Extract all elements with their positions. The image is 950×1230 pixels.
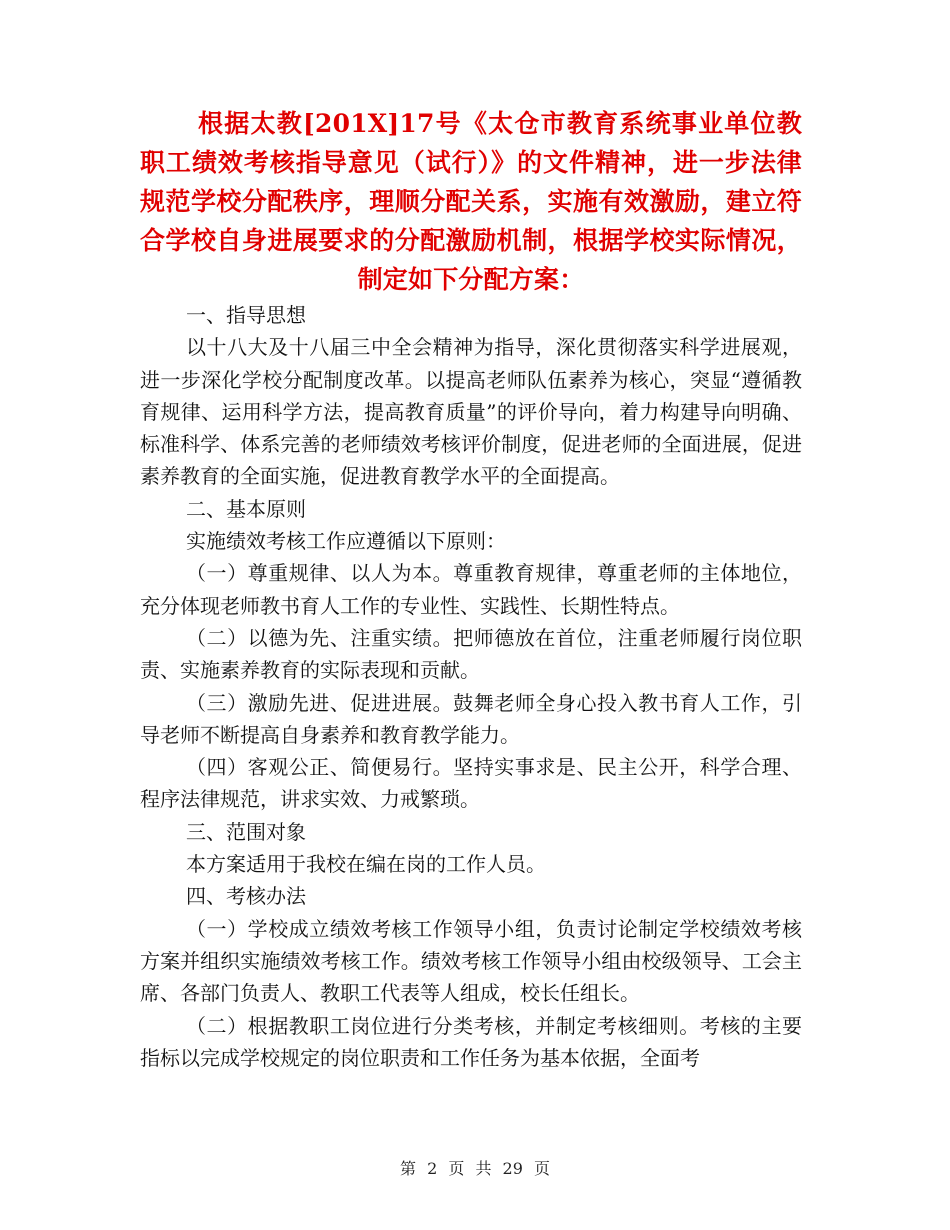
paragraph: （一）学校成立绩效考核工作领导小组，负责讨论制定学校绩效考核方案并组织实施绩效考核工作。绩效考核工作领导小组由校级领导、工会主席、各部门负责人、教职工代表等人组成，校长任组长。 <box>140 916 802 1006</box>
page-footer: 第 2 页 共 29 页 <box>400 1159 550 1178</box>
paragraph: （一）尊重规律、以人为本。尊重教育规律，尊重老师的主体地位，充分体现老师教书育人工作的专业性、实践性、长期性特点。 <box>140 561 802 618</box>
paragraph: （三）激励先进、促进进展。鼓舞老师全身心投入教书育人工作，引导老师不断提高自身素养和教育教学能力。 <box>140 690 802 747</box>
section-heading: 一、指导思想 <box>186 303 306 327</box>
document-content <box>140 104 802 1074</box>
section-heading: 四、考核办法 <box>186 884 306 909</box>
section-heading: 二、基本原则 <box>186 496 306 521</box>
paragraph: 本方案适用于我校在编在岗的工作人员。 <box>186 852 546 877</box>
paragraph: 实施绩效考核工作应遵循以下原则： <box>186 529 506 554</box>
body-text <box>140 299 802 1074</box>
paragraph: （四）客观公正、简便易行。坚持实事求是、民主公开，科学合理、程序法律规范，讲求实效、力戒繁琐。 <box>140 755 802 812</box>
paragraph: 以十八大及十八届三中全会精神为指导，深化贯彻落实科学进展观，进一步深化学校分配制度改革。以提高老师队伍素养为核心，突显“遵循教育规律、运用科学方法，提高教育质量”的评价导向，着力构建导向明确、标准科学、体系完善的老师绩效考核评价制度，促进老师的全面进展，促进素养教育的全面实施，促进教育教学水平的全面提高。 <box>140 335 802 489</box>
paragraph: （二）根据教职工岗位进行分类考核，并制定考核细则。考核的主要指标以完成学校规定的岗位职责和工作任务为基本依据，全面考 <box>140 1013 802 1070</box>
section-heading: 三、范围对象 <box>186 819 306 844</box>
paragraph: （二）以德为先、注重实绩。把师德放在首位，注重老师履行岗位职责、实施素养教育的实际表现和贡献。 <box>140 625 802 683</box>
intro-paragraph: 根据太教[201X]17号《太仓市教育系统事业单位教职工绩效考核指导意见（试行）》的文件精神，进一步法律规范学校分配秩序，理顺分配关系，实施有效激励，建立符合学校自身进展要求的分配激励机制，根据学校实际情况，制定如下分配方案： <box>140 109 802 294</box>
